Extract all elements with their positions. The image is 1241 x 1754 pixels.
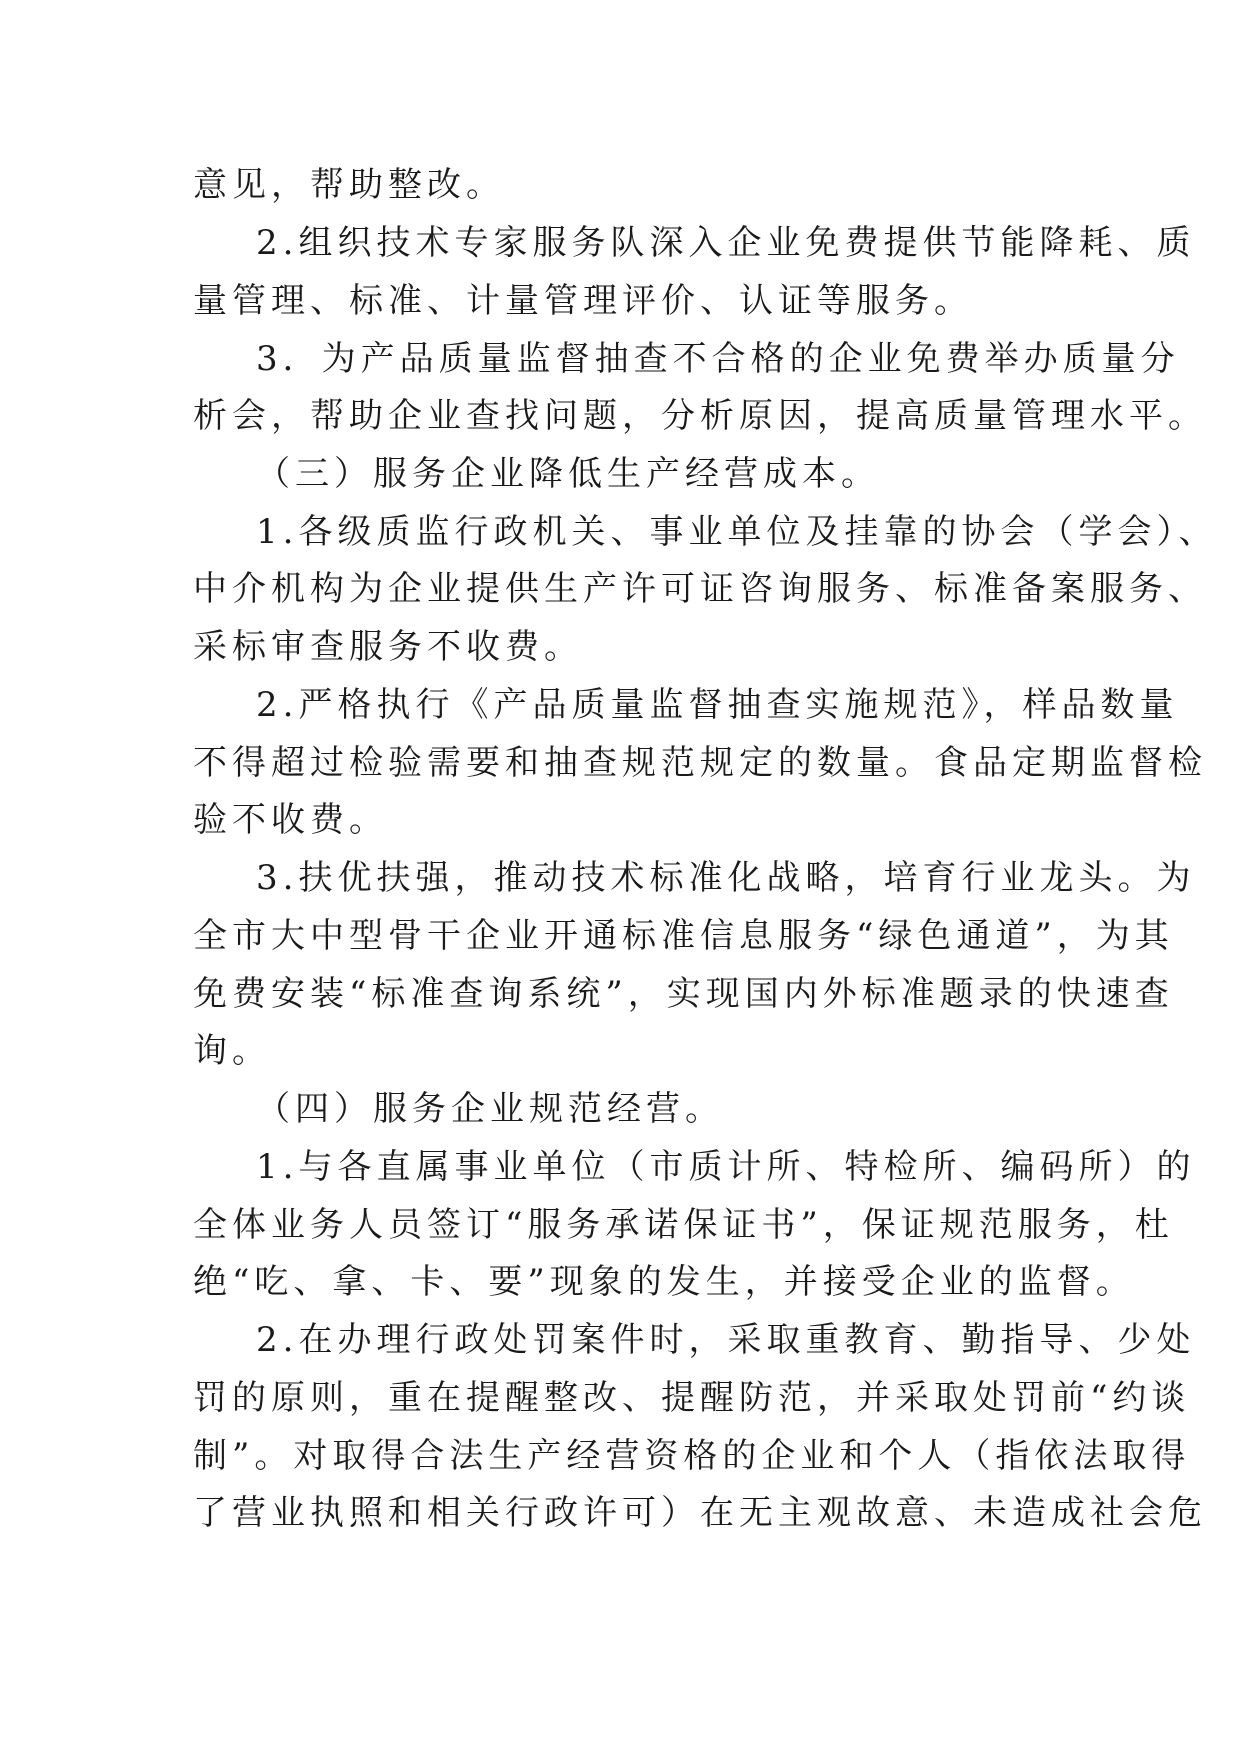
text-line: 2.严格执行《产品质量监督抽查实施规范》，样品数量 [256,685,1179,725]
text-line: 2.在办理行政处罚案件时，采取重教育、勤指导、少处 [256,1320,1196,1360]
section-heading: （四）服务企业规范经营。 [256,1089,724,1129]
section-heading: （三）服务企业降低生产经营成本。 [256,454,880,494]
text-line: 免费安装“标准查询系统”，实现国内外标准题录的快速查 [193,974,1174,1014]
text-line: 不得超过检验需要和抽查规范规定的数量。食品定期监督检 [193,743,1207,783]
text-line: 罚的原则，重在提醒整改、提醒防范，并采取处罚前“约谈 [193,1378,1191,1418]
text-line: 1.各级质监行政机关、事业单位及挂靠的协会（学会）、 [256,512,1218,552]
text-line: 中介机构为企业提供生产许可证咨询服务、标准备案服务、 [193,569,1207,609]
text-line: 3.扶优扶强，推动技术标准化战略，培育行业龙头。为 [256,858,1196,898]
text-line: 3．为产品质量监督抽查不合格的企业免费举办质量分 [256,339,1180,379]
text-line: 全市大中型骨干企业开通标准信息服务“绿色通道”，为其 [193,916,1174,956]
text-line: 询。 [193,1031,271,1071]
text-line: 2.组织技术专家服务队深入企业免费提供节能降耗、质 [256,223,1196,263]
text-line: 了营业执照和相关行政许可）在无主观故意、未造成社会危 [193,1493,1207,1533]
text-line: 1.与各直属事业单位（市质计所、特检所、编码所）的 [256,1147,1196,1187]
text-line: 量管理、标准、计量管理评价、认证等服务。 [193,281,973,321]
text-line: 采标审查服务不收费。 [193,627,583,667]
text-line: 验不收费。 [193,800,388,840]
text-line: 析会，帮助企业查找问题，分析原因，提高质量管理水平。 [193,396,1207,436]
text-line: 意见，帮助整改。 [193,165,505,205]
text-line: 绝“吃、拿、卡、要”现象的发生，并接受企业的监督。 [193,1262,1135,1302]
text-line: 全体业务人员签订“服务承诺保证书”，保证规范服务，杜 [193,1205,1174,1245]
text-line: 制”。对取得合法生产经营资格的企业和个人（指依法取得 [193,1436,1191,1476]
